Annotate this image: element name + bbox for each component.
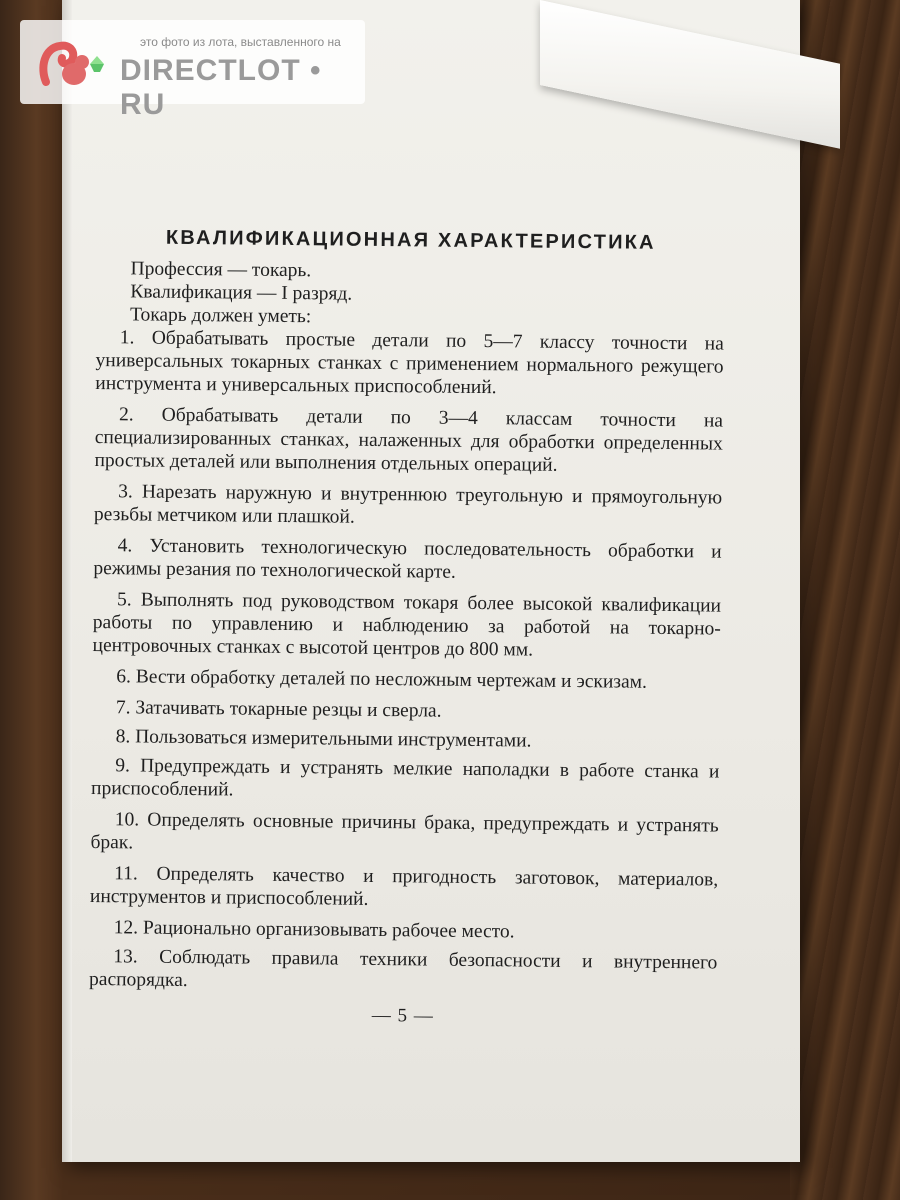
list-item: 4. Установить технологическую последовательность обработки и режимы резания по технологической карте. bbox=[93, 535, 722, 583]
watermark-caption: это фото из лота, выставленного на bbox=[140, 35, 341, 49]
list-item: 8. Пользоваться измерительными инструментами. bbox=[115, 726, 532, 752]
squirrel-logo-icon bbox=[38, 38, 108, 90]
list-item: 6. Вести обработку деталей по несложным чертежам и эскизам. bbox=[116, 666, 648, 693]
list-item: 10. Определять основные причины брака, предупреждать и устранять брак. bbox=[90, 809, 719, 854]
watermark-brand: DIRECTLOT • RU bbox=[120, 54, 322, 121]
list-item: 3. Нарезать наружную и внутреннюю треугольную и прямоугольную резьбы метчиком или плашкой. bbox=[93, 481, 723, 528]
watermark-badge bbox=[20, 20, 365, 121]
list-item: 13. Соблюдать правила техники безопасности и внутреннего распорядка. bbox=[88, 946, 718, 991]
list-item: 11. Определять качество и пригодность заготовок, материалов, инструментов и приспособлений. bbox=[89, 863, 719, 910]
list-item: 1. Обрабатывать простые детали по 5—7 классу точности на универсальных токарных станках с применением нормального режущего инструмента и универсальных приспособлений. bbox=[95, 327, 724, 399]
list-item: 9. Предупреждать и устранять мелкие наполадки в работе станка и приспособлений. bbox=[90, 755, 720, 801]
document-title: КВАЛИФИКАЦИОННАЯ ХАРАКТЕРИСТИКА bbox=[165, 226, 656, 254]
list-item: 2. Обрабатывать детали по 3—4 классам точности на специализированных станках, налаженных для обработки определенных простых деталей или выполнения отдельных операций. bbox=[94, 404, 724, 476]
wooden-table-background bbox=[790, 0, 900, 1200]
list-item: 12. Рационально организовывать рабочее место. bbox=[113, 917, 515, 943]
document-text bbox=[89, 226, 725, 1031]
list-item: 5. Выполнять под руководством токаря более высокой квалификации работы по управлению и наблюдению за работой на токарно-центровочных станках с высотой центров до 800 мм. bbox=[92, 589, 722, 661]
profession-line: Профессия — токарь. bbox=[130, 258, 312, 282]
qualification-line: Квалификация — I разряд. bbox=[130, 281, 353, 305]
list-item: 7. Затачивать токарные резцы и сверла. bbox=[115, 697, 442, 722]
page-number: — 5 — bbox=[371, 1004, 434, 1027]
intro-line: Токарь должен уметь: bbox=[129, 304, 312, 328]
page-binding-edge bbox=[62, 0, 72, 1162]
